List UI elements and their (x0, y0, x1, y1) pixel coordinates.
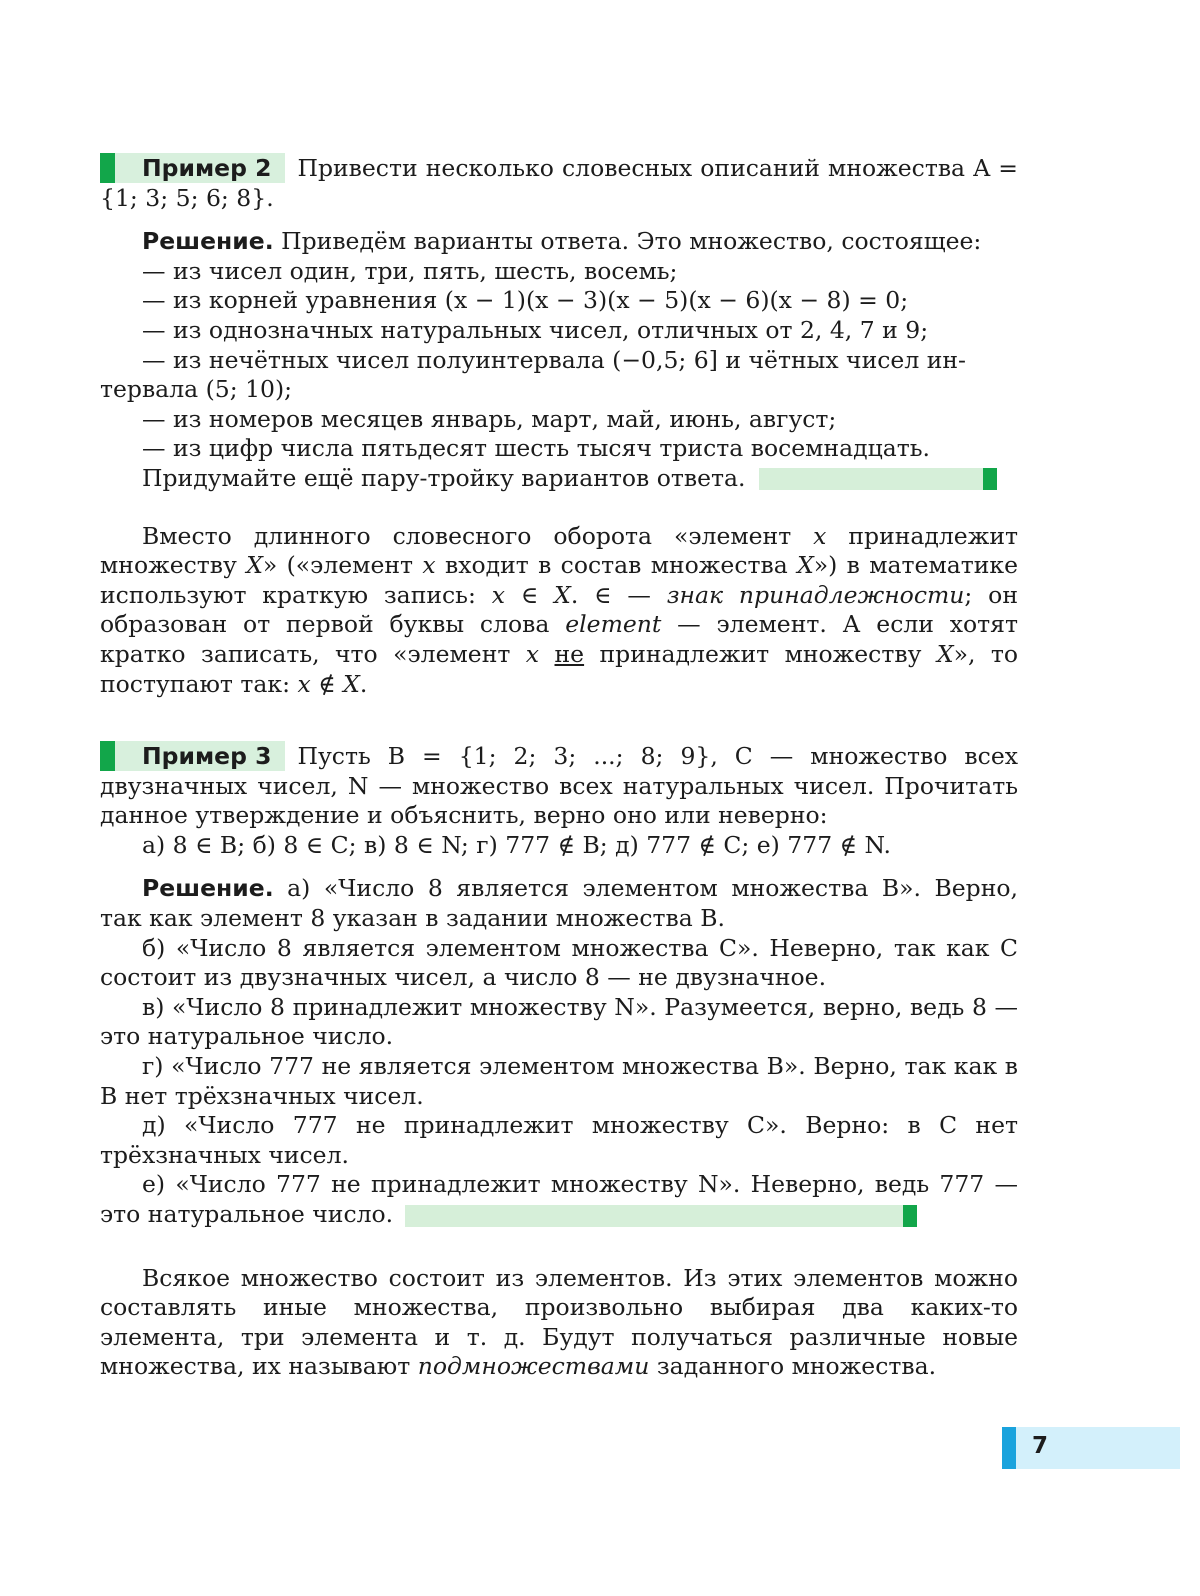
page-number-tab (1002, 1427, 1180, 1469)
term-subsets: подмножествами (417, 1352, 650, 1381)
closing-text: Придумайте ещё пару-тройку вариантов ответа. (142, 463, 746, 492)
example-3-task-text: Пусть B = {1; 2; 3; ...; 8; 9}, C — множество всех двузначных чисел, N — множество всех натуральных чисел. Прочитать данное утверждение и объяснить, верно оно или неверно: (100, 742, 1018, 830)
closing-line (100, 464, 1018, 494)
example-3-label: Пример 3 (100, 741, 285, 771)
label-bar (100, 153, 115, 183)
example-2-set: A = {1; 3; 5; 6; 8}. (100, 154, 1018, 212)
answer-e: д) «Число 777 не принадлежит множеству C». Верно: в C нет трёхзначных чисел. (100, 1111, 1018, 1169)
list-item: — из однозначных натуральных чисел, отличных от 2, 4, 7 и 9; (142, 315, 929, 344)
example-3-task (100, 741, 1018, 831)
non-membership-notation: x ∉ X (297, 669, 360, 698)
solution-word: Решение. (142, 227, 274, 256)
example-3-solution (100, 874, 1018, 1229)
example-2-task (100, 153, 1018, 213)
end-of-example-marker (405, 1205, 917, 1227)
answer-b: б) «Число 8 является элементом множества C». Неверно, так как C состоит из двузначных чисел, а число 8 — не двузначное. (100, 933, 1018, 992)
example-2-label: Пример 2 (100, 153, 285, 183)
term-membership-sign: знак принадлежности (666, 580, 965, 609)
list-item: — из чисел один, три, пять, шесть, восемь; (142, 256, 678, 285)
membership-notation: x ∈ X (491, 580, 571, 609)
marker-tip (983, 468, 997, 490)
marker-tip (903, 1205, 917, 1227)
example-3-cases: а) 8 ∈ B; б) 8 ∈ C; в) 8 ∈ N; г) 777 ∉ B; д) 777 ∉ C; е) 777 ∉ N. (142, 830, 892, 859)
list-item: — из корней уравнения (x − 1)(x − 3)(x − 5)(x − 6)(x − 8) = 0; (142, 286, 909, 315)
page-number: 7 (1032, 1433, 1049, 1459)
membership-paragraph: Вместо длинного словесного оборота «элемент x принадлежит множеству X» («элемент x входит в состав множества X») в математике используют краткую запись: x ∈ X. ∈ — знак принадлежности; он образован от первой буквы слова element — элемент. А если хотят кратко записать, что «элемент x не принадлежит множеству X», то поступают так: x ∉ X. (100, 521, 1019, 698)
answer-c: в) «Число 8 принадлежит множеству N». Разумеется, верно, ведь 8 — это натуральное число. (100, 992, 1018, 1051)
label-bar (100, 741, 115, 771)
list-item: — из номеров месяцев январь, март, май, июнь, август; (142, 404, 837, 433)
answer-f: е) «Число 777 не принадлежит множеству N». Неверно, ведь 777 — это натуральное число. (100, 1170, 1018, 1228)
list-item: — из нечётных чисел полуинтервала (−0,5; 6] и чётных чисел ин- (142, 345, 966, 374)
answer-a: Решение. а) «Число 8 является элементом множества B». Верно, так как элемент 8 указан в задании множества B. (100, 874, 1018, 933)
answer-d: г) «Число 777 не является элементом множества B». Верно, так как в B нет трёхзначных чисел. (100, 1052, 1018, 1110)
word-element: element (565, 610, 662, 639)
solution-word: Решение. (142, 874, 274, 903)
negation-underlined: не (554, 639, 585, 668)
solution-intro: Приведём варианты ответа. Это множество, состоящее: (281, 227, 982, 256)
example-2-solution (100, 227, 1018, 493)
page-number-bar (1002, 1427, 1016, 1469)
subsets-paragraph: Всякое множество состоит из элементов. Из этих элементов можно составлять иные множества, произвольно выбирая два каких-то элемента, три элемента и т. д. Будут получаться различные новые множества, их называют подмножествами заданного множества. (100, 1263, 1018, 1381)
solution-intro-line (100, 227, 1018, 257)
page-content (100, 150, 1018, 1382)
end-of-example-marker (759, 468, 997, 490)
example-2-task-text: Привести несколько словесных описаний множества (297, 154, 966, 182)
list-item: — из цифр числа пятьдесят шесть тысяч триста восемнадцать. (142, 434, 930, 463)
list-item-continuation: тервала (5; 10); (100, 375, 293, 404)
